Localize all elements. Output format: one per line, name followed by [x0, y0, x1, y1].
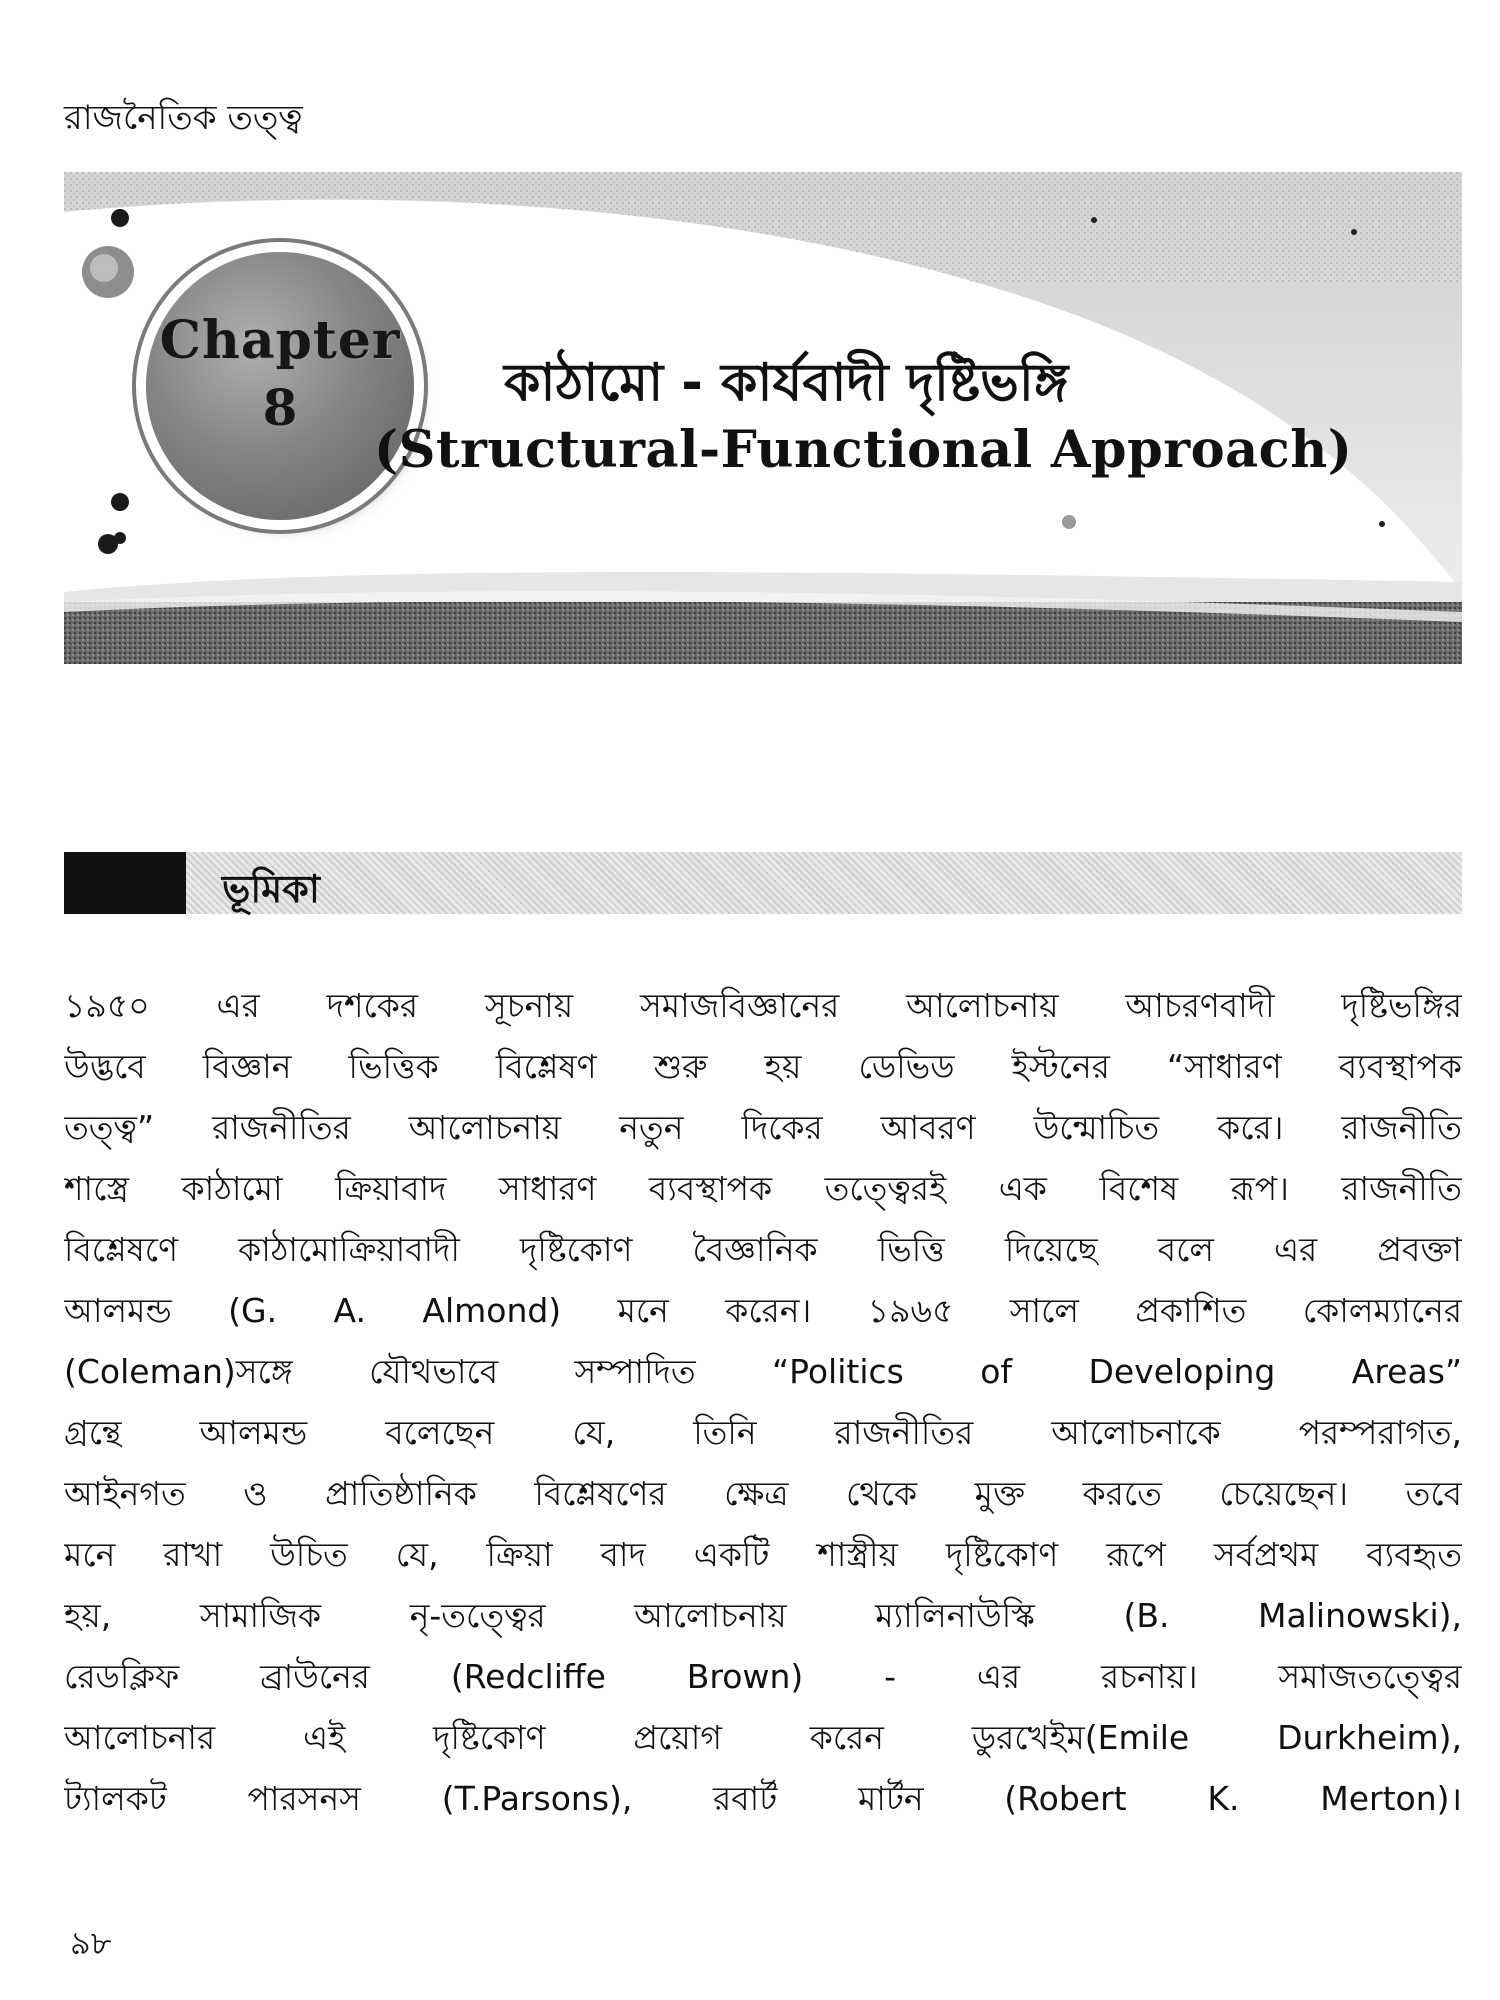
section-heading-marker — [64, 852, 186, 914]
body-line: বিশ্লেষণে কাঠামোক্রিয়াবাদী দৃষ্টিকোণ বৈজ্ঞানিক ভিত্তি দিয়েছে বলে এর প্রবক্তা — [64, 1230, 1462, 1269]
body-line: রেডক্লিফ ব্রাউনের (Redcliffe Brown) - এর রচনায়। সমাজতত্ত্বের — [64, 1657, 1462, 1696]
body-paragraph — [64, 975, 1462, 1829]
body-line: শাস্ত্রে কাঠামো ক্রিয়াবাদ সাধারণ ব্যবস্থাপক তত্ত্বেরই এক বিশেষ রূপ। রাজনীতি — [64, 1169, 1462, 1208]
body-line: তত্ত্ব” রাজনীতির আলোচনায় নতুন দিকের আবরণ উন্মোচিত করে। রাজনীতি — [64, 1108, 1462, 1147]
body-line: উদ্ভবে বিজ্ঞান ভিত্তিক বিশ্লেষণ শুরু হয় ডেভিড ইস্টনের “সাধারণ ব্যবস্থাপক — [64, 1047, 1462, 1086]
body-line: হয়, সামাজিক নৃ-তত্ত্বের আলোচনায় ম্যালিনাউস্কি (B. Malinowski), — [64, 1596, 1462, 1635]
body-line: মনে রাখা উচিত যে, ক্রিয়া বাদ একটি শাস্ত্রীয় দৃষ্টিকোণ রূপে সর্বপ্রথম ব্যবহৃত — [64, 1535, 1462, 1574]
chapter-number: 8 — [262, 378, 298, 437]
chapter-banner — [64, 172, 1462, 664]
body-line: (Coleman)সঙ্গে যৌথভাবে সম্পাদিত “Politics of Developing Areas” — [64, 1352, 1462, 1391]
running-header: রাজনৈতিক তত্ত্ব — [64, 98, 303, 138]
page-number: ৯৮ — [70, 1924, 112, 1962]
section-title: ভূমিকা — [222, 867, 320, 911]
body-line: ট্যালকট পারসনস (T.Parsons), রবার্ট মার্টন (Robert K. Merton)। — [64, 1779, 1462, 1818]
body-line: আলমন্ড (G. A. Almond) মনে করেন। ১৯৬৫ সালে প্রকাশিত কোলম্যানের — [64, 1291, 1462, 1330]
body-line: আলোচনার এই দৃষ্টিকোণ প্রয়োগ করেন ডুরখেইম(Emile Durkheim), — [64, 1718, 1462, 1757]
body-line: আইনগত ও প্রাতিষ্ঠানিক বিশ্লেষণের ক্ষেত্র থেকে মুক্ত করতে চেয়েছেন। তবে — [64, 1474, 1462, 1513]
body-line: ১৯৫০ এর দশকের সূচনায় সমাজবিজ্ঞানের আলোচনায় আচরণবাদী দৃষ্টিভঙ্গির — [64, 986, 1462, 1025]
chapter-label: Chapter — [159, 310, 401, 371]
chapter-title-english: (Structural-Functional Approach) — [374, 420, 1353, 480]
section-heading-bar — [64, 852, 1462, 914]
chapter-title-bengali: কাঠামো - কার্যবাদী দৃষ্টিভঙ্গি — [504, 353, 1069, 413]
body-line: গ্রন্থে আলমন্ড বলেছেন যে, তিনি রাজনীতির আলোচনাকে পরম্পরাগত, — [64, 1413, 1462, 1452]
